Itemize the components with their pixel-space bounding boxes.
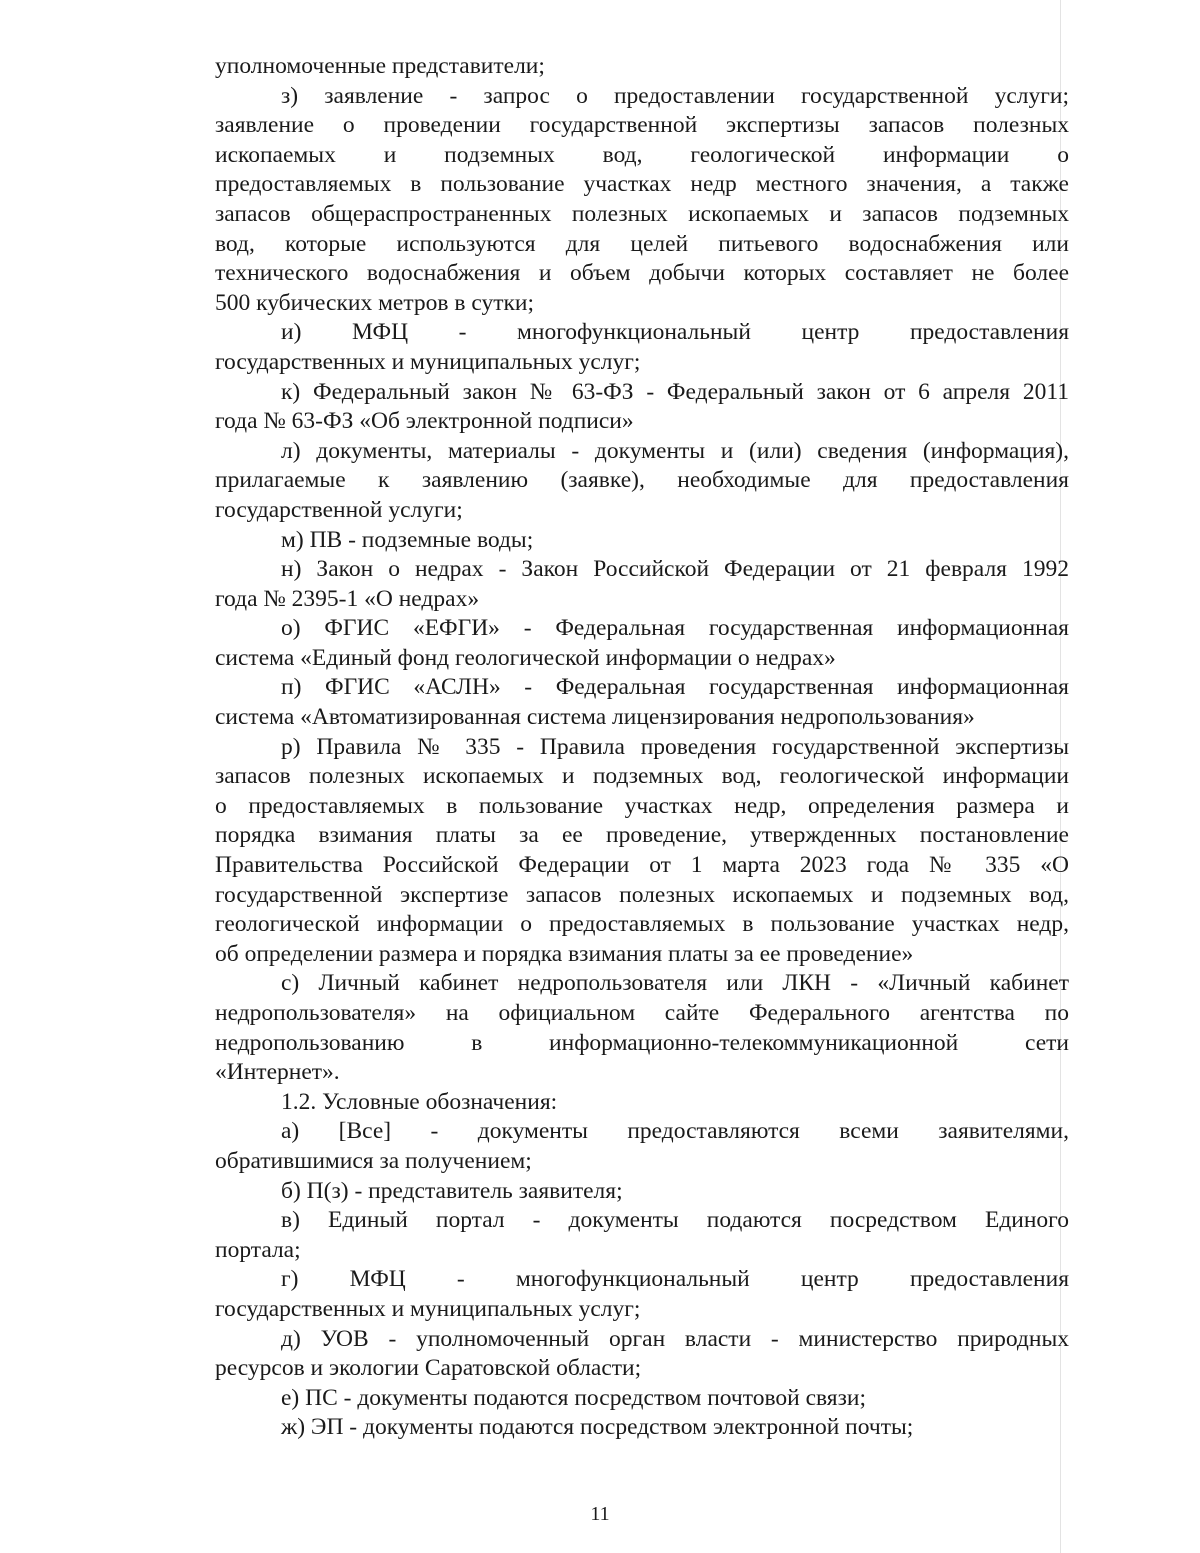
text-line: система «Автоматизированная система лицензирования недропользования» [215, 704, 975, 731]
text-line: технического водоснабжения и объем добычи которых составляет не более [215, 260, 1069, 287]
text-line: порядка взимания платы за ее проведение, утвержденных постановление [215, 822, 1069, 849]
text-line: предоставляемых в пользование участках недр местного значения, а также [215, 171, 1069, 198]
page-number: 11 [590, 1503, 610, 1525]
text-line: Правительства Российской Федерации от 1 марта 2023 года № 335 «О [215, 852, 1069, 879]
text-line: о) ФГИС «ЕФГИ» - Федеральная государственная информационная [281, 615, 1069, 642]
text-line: ресурсов и экологии Саратовской области; [215, 1355, 642, 1382]
text-line: е) ПС - документы подаются посредством почтовой связи; [281, 1384, 866, 1411]
text-line: п) ФГИС «АСЛН» - Федеральная государственная информационная [281, 674, 1069, 701]
text-line: портала; [215, 1236, 301, 1263]
text-line: запасов полезных ископаемых и подземных вод, геологической информации [215, 763, 1069, 790]
text-line: м) ПВ - подземные воды; [281, 526, 534, 553]
text-line: д) УОВ - уполномоченный орган власти - министерство природных [281, 1325, 1069, 1352]
text-line: уполномоченные представители; [215, 53, 545, 79]
text-line: о предоставляемых в пользование участках недр, определения размера и [215, 792, 1069, 819]
text-line: государственной экспертизе запасов полезных ископаемых и подземных вод, [215, 881, 1069, 908]
text-line: в) Единый портал - документы подаются посредством Единого [281, 1207, 1069, 1234]
text-line: запасов общераспространенных полезных ископаемых и запасов подземных [215, 200, 1069, 227]
text-line: б) П(з) - представитель заявителя; [281, 1177, 623, 1204]
text-line: обратившимися за получением; [215, 1147, 532, 1174]
text-line: вод, которые используются для целей питьевого водоснабжения или [215, 230, 1069, 257]
text-line: г) МФЦ - многофункциональный центр предоставления [281, 1266, 1069, 1293]
text-line: недропользователя» на официальном сайте Федерального агентства по [215, 1000, 1069, 1026]
text-line: н) Закон о недрах - Закон Российской Федерации от 21 февраля 1992 [281, 556, 1069, 583]
text-line: государственных и муниципальных услуг; [215, 348, 641, 375]
text-line: з) заявление - запрос о предоставлении государственной услуги; [281, 82, 1069, 109]
text-line: «Интернет». [215, 1059, 340, 1086]
text-line: р) Правила № 335 - Правила проведения государственной экспертизы [281, 733, 1069, 760]
text-line: государственной услуги; [215, 496, 463, 523]
text-line: года № 63-ФЗ «Об электронной подписи» [215, 408, 634, 435]
text-line: 500 кубических метров в сутки; [215, 289, 535, 316]
text-line: года № 2395-1 «О недрах» [215, 585, 480, 612]
text-line: 1.2. Условные обозначения: [281, 1088, 558, 1115]
text-line: л) документы, материалы - документы и (или) сведения (информация), [281, 437, 1069, 464]
text-line: об определении размера и порядка взимания платы за ее проведение» [215, 940, 914, 967]
text-line: к) Федеральный закон № 63-ФЗ - Федеральный закон от 6 апреля 2011 [281, 378, 1069, 405]
text-line: а) [Все] - документы предоставляются всеми заявителями, [281, 1118, 1069, 1145]
text-line: государственных и муниципальных услуг; [215, 1295, 641, 1322]
text-line: заявление о проведении государственной экспертизы запасов полезных [215, 112, 1069, 139]
text-line: ж) ЭП - документы подаются посредством электронной почты; [281, 1414, 914, 1441]
text-line: система «Единый фонд геологической информации о недрах» [215, 644, 836, 671]
text-line: прилагаемые к заявлению (заявке), необходимые для предоставления [215, 467, 1069, 494]
text-line: недропользованию в информационно-телекоммуникационной сети [215, 1029, 1069, 1056]
text-line: с) Личный кабинет недропользователя или ЛКН - «Личный кабинет [281, 970, 1069, 997]
text-line: ископаемых и подземных вод, геологической информации о [215, 141, 1069, 168]
document-page [215, 52, 1069, 1443]
text-line: и) МФЦ - многофункциональный центр предоставления [281, 319, 1069, 346]
text-line: геологической информации о предоставляемых в пользование участках недр, [215, 911, 1069, 938]
